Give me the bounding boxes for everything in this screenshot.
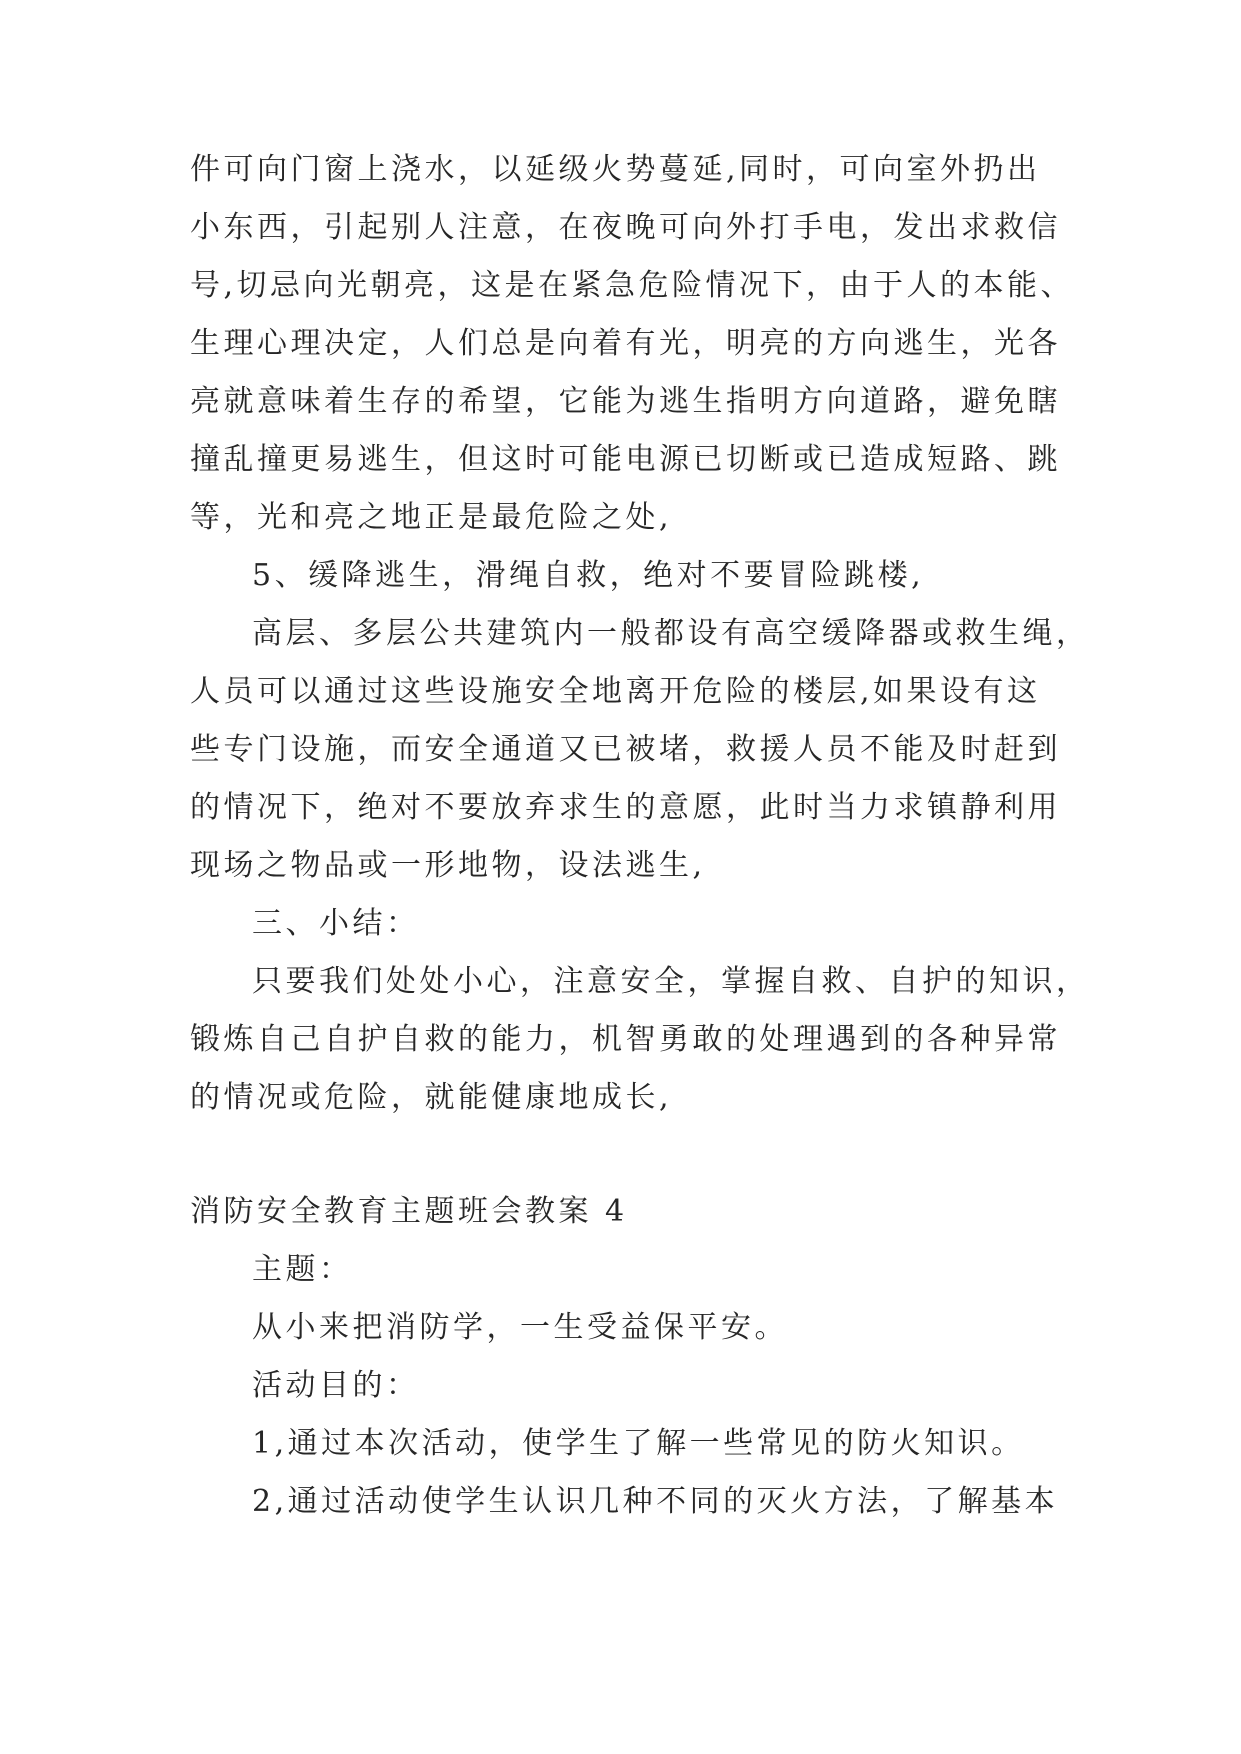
paragraph-line: 只要我们处处小心，注意安全，掌握自救、自护的知识， bbox=[252, 964, 1090, 999]
paragraph-line: 现场之物品或一形地物，设法逃生, bbox=[190, 848, 706, 883]
paragraph-line: 亮就意味着生存的希望，它能为逃生指明方向道路，避免瞎 bbox=[190, 384, 1061, 419]
paragraph-line: 锻炼自己自护自救的能力，机智勇敢的处理遇到的各种异常 bbox=[190, 1022, 1061, 1057]
goal-item: 1,通过本次活动，使学生了解一些常见的防火知识。 bbox=[252, 1426, 1025, 1461]
summary-heading: 三、小结： bbox=[252, 906, 420, 941]
paragraph-line: 等，光和亮之地正是最危险之处, bbox=[190, 500, 673, 535]
paragraph-line: 高层、多层公共建筑内一般都设有高空缓降器或救生绳， bbox=[252, 616, 1090, 651]
document-section-title: 消防安全教育主题班会教案 4 bbox=[190, 1194, 628, 1229]
paragraph-line: 生理心理决定，人们总是向着有光，明亮的方向逃生，光各 bbox=[190, 326, 1061, 361]
paragraph-line: 件可向门窗上浇水，以延级火势蔓延,同时，可向室外扔出 bbox=[190, 152, 1041, 187]
theme-text: 从小来把消防学，一生受益保平安。 bbox=[252, 1310, 788, 1345]
paragraph-line: 号,切忌向光朝亮，这是在紧急危险情况下，由于人的本能、 bbox=[190, 268, 1075, 303]
paragraph-line: 些专门设施，而安全通道又已被堵，救援人员不能及时赶到 bbox=[190, 732, 1061, 767]
goal-label: 活动目的： bbox=[252, 1368, 420, 1403]
section-heading: 5、缓降逃生，滑绳自救，绝对不要冒险跳楼, bbox=[252, 558, 925, 593]
paragraph-line: 人员可以通过这些设施安全地离开危险的楼层,如果设有这 bbox=[190, 674, 1041, 709]
paragraph-line: 撞乱撞更易逃生，但这时可能电源已切断或已造成短路、跳 bbox=[190, 442, 1061, 477]
theme-label: 主题： bbox=[252, 1252, 353, 1287]
paragraph-line: 的情况下，绝对不要放弃求生的意愿，此时当力求镇静利用 bbox=[190, 790, 1061, 825]
goal-item: 2,通过活动使学生认识几种不同的灭火方法，了解基本 bbox=[252, 1484, 1059, 1519]
paragraph-line: 的情况或危险，就能健康地成长, bbox=[190, 1080, 673, 1115]
paragraph-line: 小东西，引起别人注意，在夜晚可向外打手电，发出求救信 bbox=[190, 210, 1061, 245]
